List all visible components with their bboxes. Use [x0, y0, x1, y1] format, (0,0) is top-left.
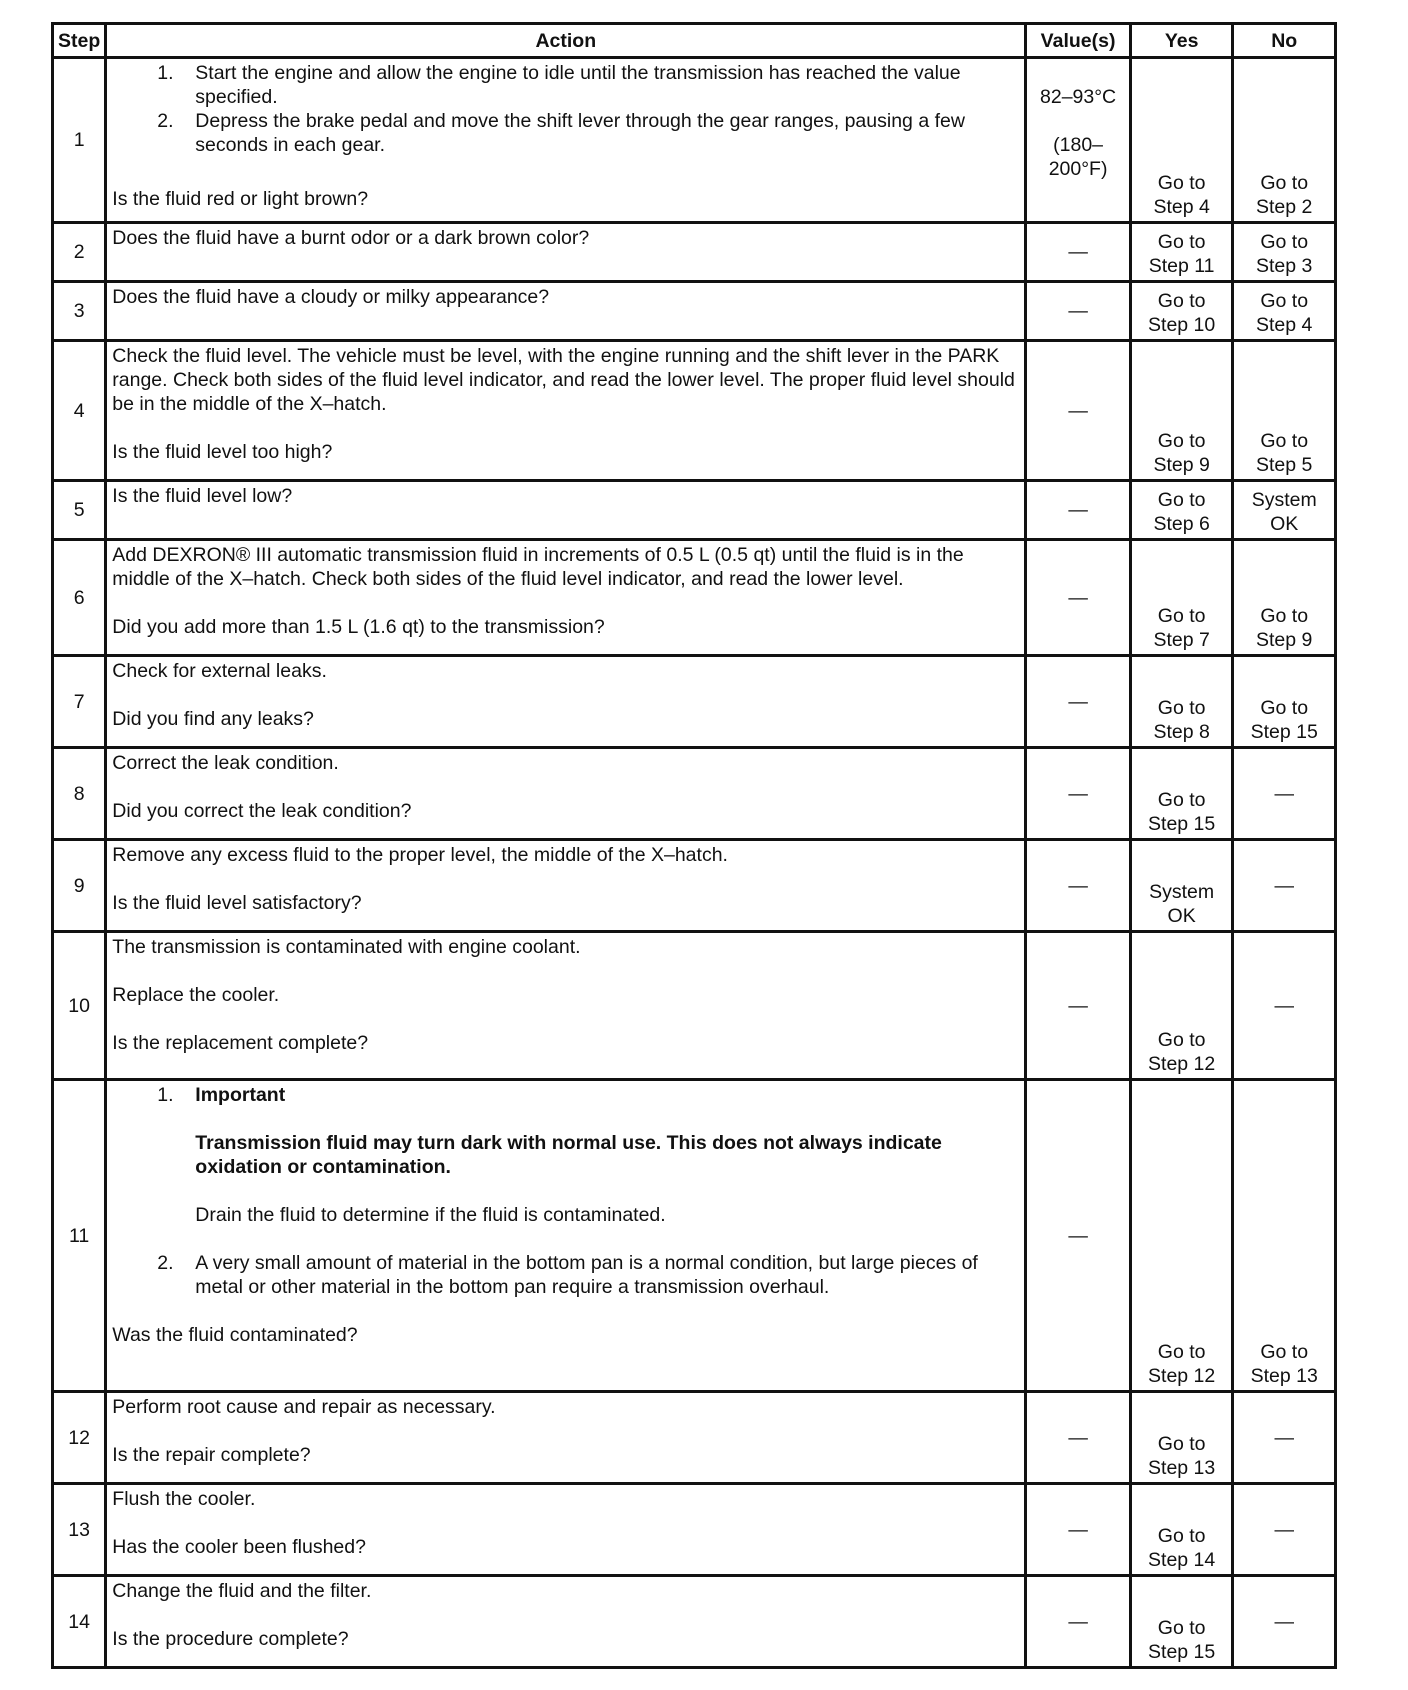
header-row	[53, 24, 1336, 58]
header-no: No	[1233, 24, 1336, 58]
numbered-item: 2. A very small amount of material in the bottom pan is a normal condition, but large pieces of metal or other material in the bottom pan require a transmission overhaul.	[157, 1252, 978, 1298]
yes-cell: Go to Step 14	[1130, 1484, 1233, 1576]
step-number: 3	[53, 282, 106, 341]
no-cell: Go to Step 15	[1233, 656, 1336, 748]
action-cell: Does the fluid have a cloudy or milky appearance?	[106, 282, 1026, 341]
value-cell: —	[1026, 481, 1131, 540]
step-number: 6	[53, 540, 106, 656]
question-text: Did you find any leaks?	[112, 708, 314, 730]
question-text: Is the replacement complete?	[112, 1032, 369, 1054]
yes-cell: Go to Step 12	[1130, 932, 1233, 1080]
no-cell: —	[1233, 1484, 1336, 1576]
step-number: 12	[53, 1392, 106, 1484]
table-row	[53, 1080, 1336, 1392]
action-cell: 1. Important Transmission fluid may turn dark with normal use. This does not always indicate oxidation or contamination. Drain the fluid to determine if the fluid is contaminated. 2. A very small amount of material in the bottom pan is a normal condition, but large pieces of metal or other material in the bottom pan require a transmission overhaul. Was the fluid contaminated?	[106, 1080, 1026, 1392]
question-text: Did you add more than 1.5 L (1.6 qt) to the transmission?	[112, 616, 605, 638]
action-cell: The transmission is contaminated with engine coolant. Replace the cooler. Is the replacement complete?	[106, 932, 1026, 1080]
no-cell: Go to Step 2	[1233, 58, 1336, 223]
action-cell: Remove any excess fluid to the proper level, the middle of the X–hatch. Is the fluid level satisfactory?	[106, 840, 1026, 932]
step-number: 5	[53, 481, 106, 540]
yes-cell: Go to Step 8	[1130, 656, 1233, 748]
value-cell: —	[1026, 932, 1131, 1080]
no-cell: System OK	[1233, 481, 1336, 540]
value-cell: —	[1026, 656, 1131, 748]
step-number: 14	[53, 1576, 106, 1668]
table-row	[53, 1576, 1336, 1668]
question-text: Is the fluid red or light brown?	[112, 188, 369, 210]
no-cell: —	[1233, 1392, 1336, 1484]
table-row	[53, 58, 1336, 223]
important-label: Important	[195, 1084, 286, 1106]
yes-cell: Go to Step 6	[1130, 481, 1233, 540]
no-cell: —	[1233, 840, 1336, 932]
yes-cell: Go to Step 12	[1130, 1080, 1233, 1392]
header-values: Value(s)	[1026, 24, 1131, 58]
table-row	[53, 341, 1336, 481]
value-cell: —	[1026, 540, 1131, 656]
step-number: 9	[53, 840, 106, 932]
value-cell: —	[1026, 223, 1131, 282]
table-row	[53, 932, 1336, 1080]
action-cell: Does the fluid have a burnt odor or a dark brown color?	[106, 223, 1026, 282]
question-text: Is the procedure complete?	[112, 1628, 349, 1650]
table-row	[53, 282, 1336, 341]
value-cell: —	[1026, 1080, 1131, 1392]
action-cell: Perform root cause and repair as necessary. Is the repair complete?	[106, 1392, 1026, 1484]
action-cell: Check the fluid level. The vehicle must be level, with the engine running and the shift lever in the PARK range. Check both sides of the fluid level indicator, and read the lower level. The proper fluid level should be in the middle of the X–hatch. Is the fluid level too high?	[106, 341, 1026, 481]
no-cell: Go to Step 9	[1233, 540, 1336, 656]
value-cell: —	[1026, 840, 1131, 932]
value-cell: —	[1026, 1576, 1131, 1668]
no-cell: Go to Step 3	[1233, 223, 1336, 282]
value-cell: —	[1026, 748, 1131, 840]
no-cell: —	[1233, 1576, 1336, 1668]
diagnostic-table	[51, 22, 1337, 1669]
yes-cell: Go to Step 15	[1130, 748, 1233, 840]
value-cell: —	[1026, 1484, 1131, 1576]
no-cell: Go to Step 4	[1233, 282, 1336, 341]
header-yes: Yes	[1130, 24, 1233, 58]
action-cell: Check for external leaks. Did you find any leaks?	[106, 656, 1026, 748]
header-action: Action	[106, 24, 1026, 58]
no-cell: —	[1233, 748, 1336, 840]
action-cell: Correct the leak condition. Did you correct the leak condition?	[106, 748, 1026, 840]
step-number: 7	[53, 656, 106, 748]
table-row	[53, 223, 1336, 282]
step-number: 11	[53, 1080, 106, 1392]
no-cell: Go to Step 5	[1233, 341, 1336, 481]
value-cell: —	[1026, 1392, 1131, 1484]
step-number: 13	[53, 1484, 106, 1576]
step-number: 8	[53, 748, 106, 840]
table-row	[53, 748, 1336, 840]
numbered-item: 1. Important	[112, 1083, 1019, 1107]
numbered-item: 1. Start the engine and allow the engine to idle until the transmission has reached the value specified.	[157, 62, 961, 108]
no-cell: Go to Step 13	[1233, 1080, 1336, 1392]
yes-cell: Go to Step 11	[1130, 223, 1233, 282]
yes-cell: Go to Step 4	[1130, 58, 1233, 223]
header-step: Step	[53, 24, 106, 58]
action-cell: Add DEXRON® III automatic transmission fluid in increments of 0.5 L (0.5 qt) until the fluid is in the middle of the X–hatch. Check both sides of the fluid level indicator, and read the lower level. Did you add more than 1.5 L (1.6 qt) to the transmission?	[106, 540, 1026, 656]
table-row	[53, 840, 1336, 932]
question-text: Is the fluid level satisfactory?	[112, 892, 362, 914]
question-text: Is the fluid level too high?	[112, 441, 333, 463]
step-number: 10	[53, 932, 106, 1080]
question-text: Is the repair complete?	[112, 1444, 311, 1466]
value-cell: —	[1026, 282, 1131, 341]
value-cell: —	[1026, 341, 1131, 481]
table-row	[53, 481, 1336, 540]
step-number: 4	[53, 341, 106, 481]
table-row	[53, 656, 1336, 748]
question-text: Was the fluid contaminated?	[112, 1324, 358, 1346]
yes-cell: Go to Step 15	[1130, 1576, 1233, 1668]
value-cell: 82–93°C (180–200°F)	[1026, 58, 1131, 223]
yes-cell: Go to Step 13	[1130, 1392, 1233, 1484]
yes-cell: System OK	[1130, 840, 1233, 932]
step-number: 2	[53, 223, 106, 282]
action-cell: Flush the cooler. Has the cooler been flushed?	[106, 1484, 1026, 1576]
table-row	[53, 1392, 1336, 1484]
action-cell: Change the fluid and the filter. Is the procedure complete?	[106, 1576, 1026, 1668]
action-cell: Is the fluid level low?	[106, 481, 1026, 540]
numbered-item: 2. Depress the brake pedal and move the shift lever through the gear ranges, pausing a few seconds in each gear.	[157, 110, 965, 156]
yes-cell: Go to Step 9	[1130, 341, 1233, 481]
table-row	[53, 1484, 1336, 1576]
no-cell: —	[1233, 932, 1336, 1080]
question-text: Did you correct the leak condition?	[112, 800, 412, 822]
action-cell	[106, 58, 1026, 223]
question-text: Has the cooler been flushed?	[112, 1536, 366, 1558]
important-note: Transmission fluid may turn dark with normal use. This does not always indicate oxidation or contamination.	[195, 1132, 942, 1178]
step-number: 1	[53, 58, 106, 223]
yes-cell: Go to Step 7	[1130, 540, 1233, 656]
yes-cell: Go to Step 10	[1130, 282, 1233, 341]
table-row	[53, 540, 1336, 656]
